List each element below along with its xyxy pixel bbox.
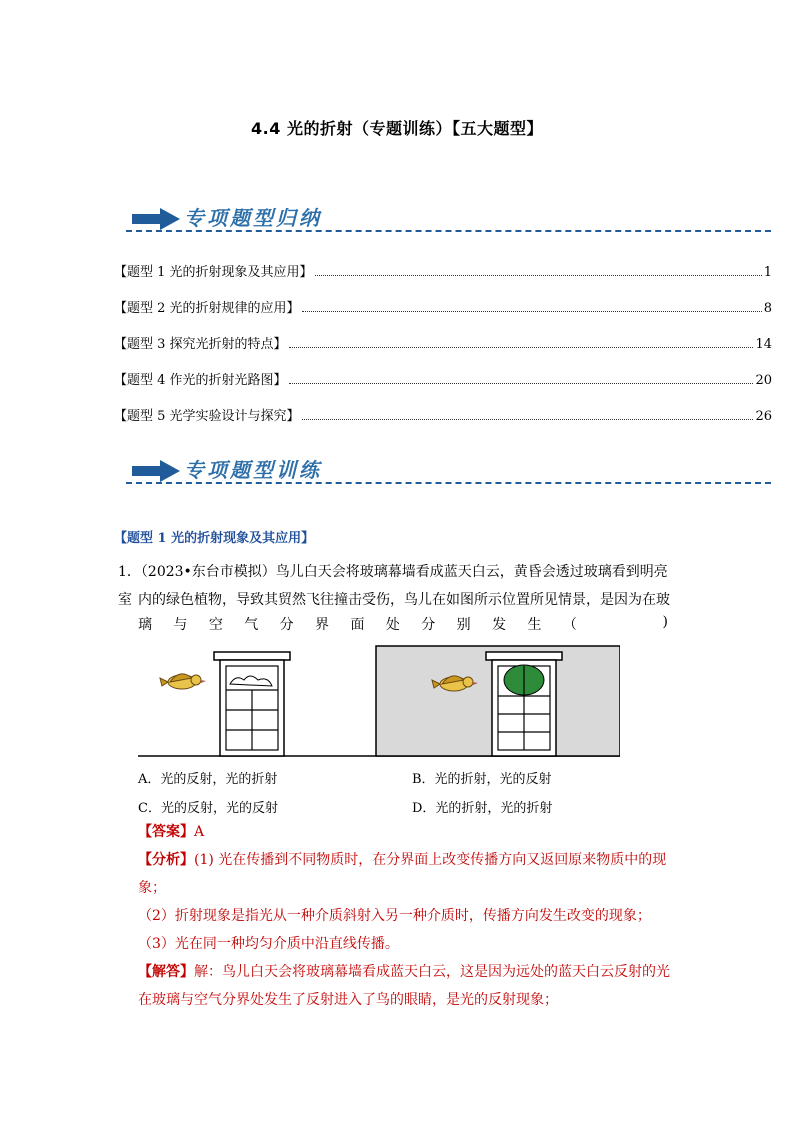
toc-entry[interactable] <box>114 332 772 352</box>
analysis-tag: 【分析】 <box>138 852 194 868</box>
toc-label: 【题型 1 光的折射现象及其应用】 <box>114 265 313 280</box>
option-b[interactable]: B．光的折射，光的反射 <box>412 772 552 787</box>
analysis-line <box>138 846 678 874</box>
char: 分 <box>279 617 294 633</box>
char: 分 <box>421 617 436 633</box>
solution-line: 在玻璃与空气分界处发生了反射进入了鸟的眼睛，是光的反射现象； <box>138 992 558 1008</box>
char: 界 <box>315 617 330 633</box>
char: 面 <box>350 617 365 633</box>
section-banner-summary <box>126 200 771 236</box>
section-banner-training <box>126 452 771 488</box>
banner-title: 专项题型训练 <box>184 458 322 482</box>
solution-line <box>138 958 678 986</box>
char: 空 <box>208 617 223 633</box>
char: 与 <box>173 617 188 633</box>
toc-label: 【题型 2 光的折射规律的应用】 <box>114 301 300 316</box>
char: 发 <box>492 617 507 633</box>
toc-leader <box>289 383 754 384</box>
option-d[interactable]: D．光的折射，光的折射 <box>412 801 553 816</box>
question-line: 内的绿色植物，导致其贸然飞往撞击受伤，鸟儿在如图所示位置所见情景，是因为在玻 <box>138 592 670 608</box>
arrow-right-icon <box>132 208 180 230</box>
char: 气 <box>244 617 259 633</box>
toc-entry[interactable] <box>114 296 772 316</box>
analysis-text: (1) 光在传播到不同物质时，在分界面上改变传播方向又返回原来物质中的现 <box>194 852 667 868</box>
question-line-spaced <box>138 614 668 634</box>
char: 生 <box>527 617 542 633</box>
toc-page: 14 <box>755 337 772 352</box>
char: 处 <box>385 617 400 633</box>
solution-text: 解：鸟儿白天会将玻璃幕墙看成蓝天白云，这是因为远处的蓝天白云反射的光 <box>194 964 670 980</box>
toc-entry[interactable] <box>114 404 772 424</box>
question-line: 1．（2023•东台市模拟）鸟儿白天会将玻璃幕墙看成蓝天白云，黄昏会透过玻璃看到明亮室 <box>118 564 668 608</box>
char: 璃 <box>138 617 152 633</box>
toc-label: 【题型 4 作光的折射光路图】 <box>114 373 287 388</box>
answer-tag: 【答案】 <box>138 824 194 840</box>
toc-entry[interactable] <box>114 368 772 388</box>
bird-icon <box>160 674 206 689</box>
toc-leader <box>315 275 762 276</box>
answer-value: A <box>194 824 205 840</box>
solution-tag: 【解答】 <box>138 964 194 980</box>
option-c[interactable]: C．光的反射，光的反射 <box>138 801 278 816</box>
toc-entry[interactable] <box>114 260 772 280</box>
toc-label: 【题型 5 光学实验设计与探究】 <box>114 409 300 424</box>
divider <box>126 482 771 484</box>
toc-page: 8 <box>763 301 772 316</box>
toc-leader <box>302 419 754 420</box>
analysis-line: （2）折射现象是指光从一种介质斜射入另一种介质时，传播方向发生改变的现象； <box>138 908 651 924</box>
bird-window-figure <box>138 644 620 760</box>
toc-leader <box>302 311 762 312</box>
divider <box>126 230 771 232</box>
analysis-line: 象； <box>138 880 166 896</box>
toc-leader <box>289 347 754 348</box>
banner-title: 专项题型归纳 <box>184 206 322 230</box>
window-left <box>214 652 290 756</box>
toc-page: 20 <box>755 373 772 388</box>
char: ) <box>662 614 668 630</box>
char: 别 <box>456 617 471 633</box>
char: （ <box>562 617 577 633</box>
section-heading: 【题型 1 光的折射现象及其应用】 <box>114 531 315 546</box>
option-a[interactable]: A．光的反射，光的折射 <box>138 772 278 787</box>
toc-label: 【题型 3 探究光折射的特点】 <box>114 337 287 352</box>
arrow-right-icon <box>132 460 180 482</box>
answer-line <box>138 818 678 846</box>
toc-page: 26 <box>755 409 772 424</box>
toc-page: 1 <box>763 265 772 280</box>
window-right <box>486 652 562 756</box>
analysis-line: （3）光在同一种均匀介质中沿直线传播。 <box>138 936 399 952</box>
page-title: 4.4 光的折射（专题训练）【五大题型】 <box>251 119 543 138</box>
